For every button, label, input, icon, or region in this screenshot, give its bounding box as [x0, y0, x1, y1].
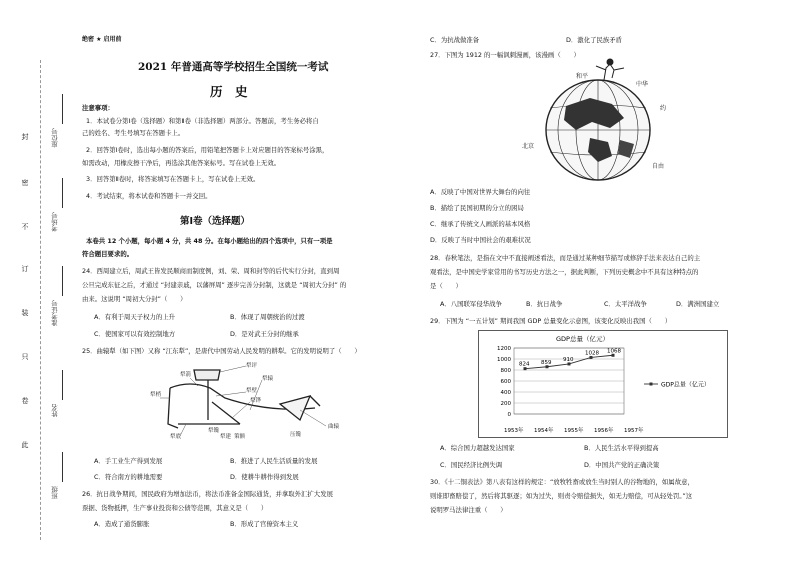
data-label: 824: [519, 361, 530, 368]
y-tick-label: 600: [500, 379, 511, 385]
q28-stem: 28．春秋笔法，是指在文中不直接阐述看法，而是通过某种细节描写或修辞手法来表达自己的主: [430, 254, 701, 262]
secret-mark: 绝密 ★ 启用前: [82, 36, 122, 43]
q27-option-c[interactable]: C．继承了传统文人画派的基本风格: [430, 220, 531, 228]
x-tick-label: 1956年: [594, 428, 614, 434]
q27-option-b[interactable]: B．描绘了民国初期的分立的困局: [430, 204, 524, 212]
cartoon-label: 北京: [522, 143, 535, 150]
binding-margin-char: 此: [21, 441, 29, 449]
binding-dashed-line: [40, 60, 41, 540]
subject-title: 历 史: [210, 84, 248, 99]
plow-label: 犁箭: [180, 372, 192, 378]
q26-option-d[interactable]: D．激化了民族矛盾: [566, 36, 623, 44]
q24-option-b[interactable]: B．体现了周朝统治的过渡: [230, 313, 305, 321]
q28-option-a[interactable]: A．八国联军侵华战争: [440, 300, 502, 308]
plow-label: 犁建: [220, 434, 232, 440]
binding-margin-char: 装: [21, 309, 29, 317]
q29-option-a[interactable]: A．综合国力超越发达国家: [440, 444, 515, 452]
binding-margin-char: 卷: [21, 397, 29, 405]
q29-option-c[interactable]: C．国民经济比例失调: [440, 461, 502, 469]
binding-margin-underline: [62, 266, 63, 296]
plow-label: 犁镵: [208, 428, 220, 434]
section-intro: 符合题目要求的。: [82, 250, 134, 258]
q27-option-a[interactable]: A．反映了中国对世界大舞台的向往: [430, 188, 531, 196]
plow-label: 犁铧: [250, 398, 262, 404]
binding-margin-char: 订: [21, 265, 29, 273]
notice-line: 3．回答第Ⅱ卷时，将答案填写在答题卡上，写在试卷上无效。: [86, 175, 260, 183]
notice-line: 己的姓名、考生号填写在答题卡上。: [82, 129, 185, 137]
q24-option-c[interactable]: C．使国家可以有效控制地方: [94, 330, 176, 338]
notice-title: 注意事项：: [82, 104, 114, 112]
binding-margin-char: 密: [21, 179, 29, 187]
binding-margin-underline: [62, 370, 63, 400]
data-label: 1068: [607, 348, 621, 355]
notice-line: 如需改动，用橡皮擦干净后，再选涂其他答案标号。写在试卷上无效。: [82, 159, 281, 167]
binding-margin-underline: [62, 452, 63, 482]
section-intro: 本卷共 12 个小题，每小题 4 分，共 48 分。在每小题给出的四个选项中，只有一项是: [86, 237, 333, 245]
x-tick-label: 1957年: [624, 428, 644, 434]
y-tick-label: 200: [500, 401, 511, 407]
y-tick-label: 0: [507, 412, 511, 418]
q28-stem: 是（ ）: [430, 282, 462, 290]
y-tick-label: 1000: [497, 357, 511, 363]
cartoon-label: 自由: [652, 163, 665, 170]
notice-line: 2．回答第Ⅰ卷时，选出每小题的答案后，用铅笔把答题卡上对应题目的答案标号涂黑，: [86, 146, 329, 154]
q26-stem: 票据、货物抵押，生产事业投资和公债等范围，其意义是（ ）: [82, 504, 268, 512]
cartoon-label: 中华: [636, 81, 649, 88]
data-label: 910: [563, 356, 574, 363]
plow-labels: [150, 361, 340, 440]
q25-option-d[interactable]: D．使耕牛耕作得到发展: [230, 473, 299, 481]
binding-margin-underline: [62, 178, 63, 208]
q26-option-a[interactable]: A．造成了通货膨胀: [94, 520, 150, 528]
section-heading: 第Ⅰ卷（选择题）: [180, 216, 251, 227]
q26-stem: 26．抗日战争期间，国民政府为增加法币，将法币准备金国际通货，并拿取外汇扩大发展: [82, 490, 333, 498]
q27-option-d[interactable]: D．反映了当时中国社会的艰难状况: [430, 236, 531, 244]
data-label: 859: [541, 359, 552, 366]
binding-margin-char: 不: [21, 223, 29, 231]
binding-margin-field[interactable]: 准考证号: [51, 300, 59, 326]
q25-option-b[interactable]: B．推进了人民生活质量的发展: [230, 457, 318, 465]
q29-option-d[interactable]: D．中国共产党的正确决策: [584, 461, 660, 469]
y-tick-label: 400: [500, 390, 511, 396]
q30-stem: 说明罗马法律注重（ ）: [430, 506, 507, 514]
q25-option-c[interactable]: C．符合南方的耕地需要: [94, 473, 163, 481]
y-tick-label: 800: [500, 368, 511, 374]
plow-label: 犁壁: [246, 388, 258, 394]
legend-label: GDP总量（亿元）: [661, 381, 710, 389]
q25-stem: 25．曲辕犁（如下图）又称 “江东犁”，是唐代中国劳动人民发明的耕犁。它的发明说明了（ ）: [82, 347, 361, 355]
plow-label: 犁梢: [150, 392, 162, 398]
q26-option-c[interactable]: C．为抗战做准备: [430, 36, 480, 44]
plow-label: 曲辕: [328, 424, 340, 430]
cartoon-label: 和平: [576, 73, 589, 80]
q24-option-a[interactable]: A．有利于周天子权力的上升: [94, 313, 176, 321]
q24-stem: 由来。这说明 “周初大分封”（ ）: [82, 295, 187, 303]
notice-line: 4．考试结束，将本试卷和答题卡一并交回。: [86, 192, 212, 200]
exam-title: 2021 年普通高等学校招生全国统一考试: [138, 61, 329, 73]
q24-stem: 公旦完成东征之后，才通过 “封建亲戚，以藩屏周” 逐步完善分封制，这就是 “周初大分封” 的: [82, 281, 347, 289]
cartoon-label: 约: [660, 105, 667, 112]
binding-margin-field[interactable]: 姓名: [51, 404, 59, 417]
q30-stem: 则谁即畜赔偿了，然后将其驱逐；如为过失，则责令赔偿损失，如无力赔偿，可从轻处罚。”这: [430, 492, 693, 500]
binding-margin-char: 只: [21, 353, 29, 361]
binding-margin-char: 封: [21, 133, 29, 141]
curved-plow-diagram: [150, 358, 400, 443]
q28-option-c[interactable]: C．太平洋战争: [604, 300, 647, 308]
plow-label: 犁评: [246, 363, 258, 369]
q27-stem: 27．下图为 1912 的一幅讽刺漫画，该漫画（ ）: [430, 51, 580, 59]
q29-stem: 29．下图为 “一五计划” 期间我国 GDP 总量变化示意图，该变化反映出我国（ ）: [430, 317, 672, 325]
q25-option-a[interactable]: A．手工业生产得到发展: [94, 457, 163, 465]
x-tick-label: 1955年: [564, 428, 584, 434]
data-label: 1028: [585, 350, 599, 357]
plow-label: 策额: [234, 434, 246, 440]
binding-margin-field[interactable]: 座位号: [51, 128, 59, 148]
q29-option-b[interactable]: B．人民生活水平得到提高: [584, 444, 659, 452]
binding-margin-field[interactable]: 考场号: [51, 212, 59, 232]
plow-label: 压镵: [290, 432, 302, 438]
q26-option-b[interactable]: B．形成了官僚资本主义: [230, 520, 299, 528]
q28-option-d[interactable]: D．满洲国建立: [676, 300, 720, 308]
q24-stem: 24．西周建立后，周武王皆发民顺商而制度例，刘、荣、周和封等的后代实行分封，直到周: [82, 267, 340, 275]
x-tick-label: 1953年: [504, 428, 524, 434]
x-tick-label: 1954年: [534, 428, 554, 434]
gdp-line-chart: [478, 330, 728, 438]
legend-marker: [650, 383, 653, 386]
q28-option-b[interactable]: B．抗日战争: [526, 300, 563, 308]
notice-line: 1．本试卷分第Ⅰ卷（选择题）和第Ⅱ卷（非选择题）两部分。答题前，考生务必将自: [86, 117, 319, 125]
plow-label: 犁底: [170, 434, 182, 440]
binding-margin-field[interactable]: 班级: [51, 486, 59, 499]
y-tick-label: 1200: [497, 346, 511, 352]
plow-label: 犁辕: [262, 376, 274, 382]
q24-option-d[interactable]: D．是对武王分封的继承: [230, 330, 299, 338]
political-cartoon-globe: [520, 58, 675, 188]
chart-title: GDP总量（亿元）: [556, 335, 609, 343]
q28-stem: 观看法，是中国史学家常用的书写历史方法之一，据此判断，下列历史概念中不具有这种特点的: [430, 268, 699, 276]
q30-stem: 30．《十二铜表法》第八表有这样的规定：“放牧牲畜或放生当时别人的谷物地的，如属故意，: [430, 478, 694, 486]
binding-margin-underline: [62, 94, 63, 124]
